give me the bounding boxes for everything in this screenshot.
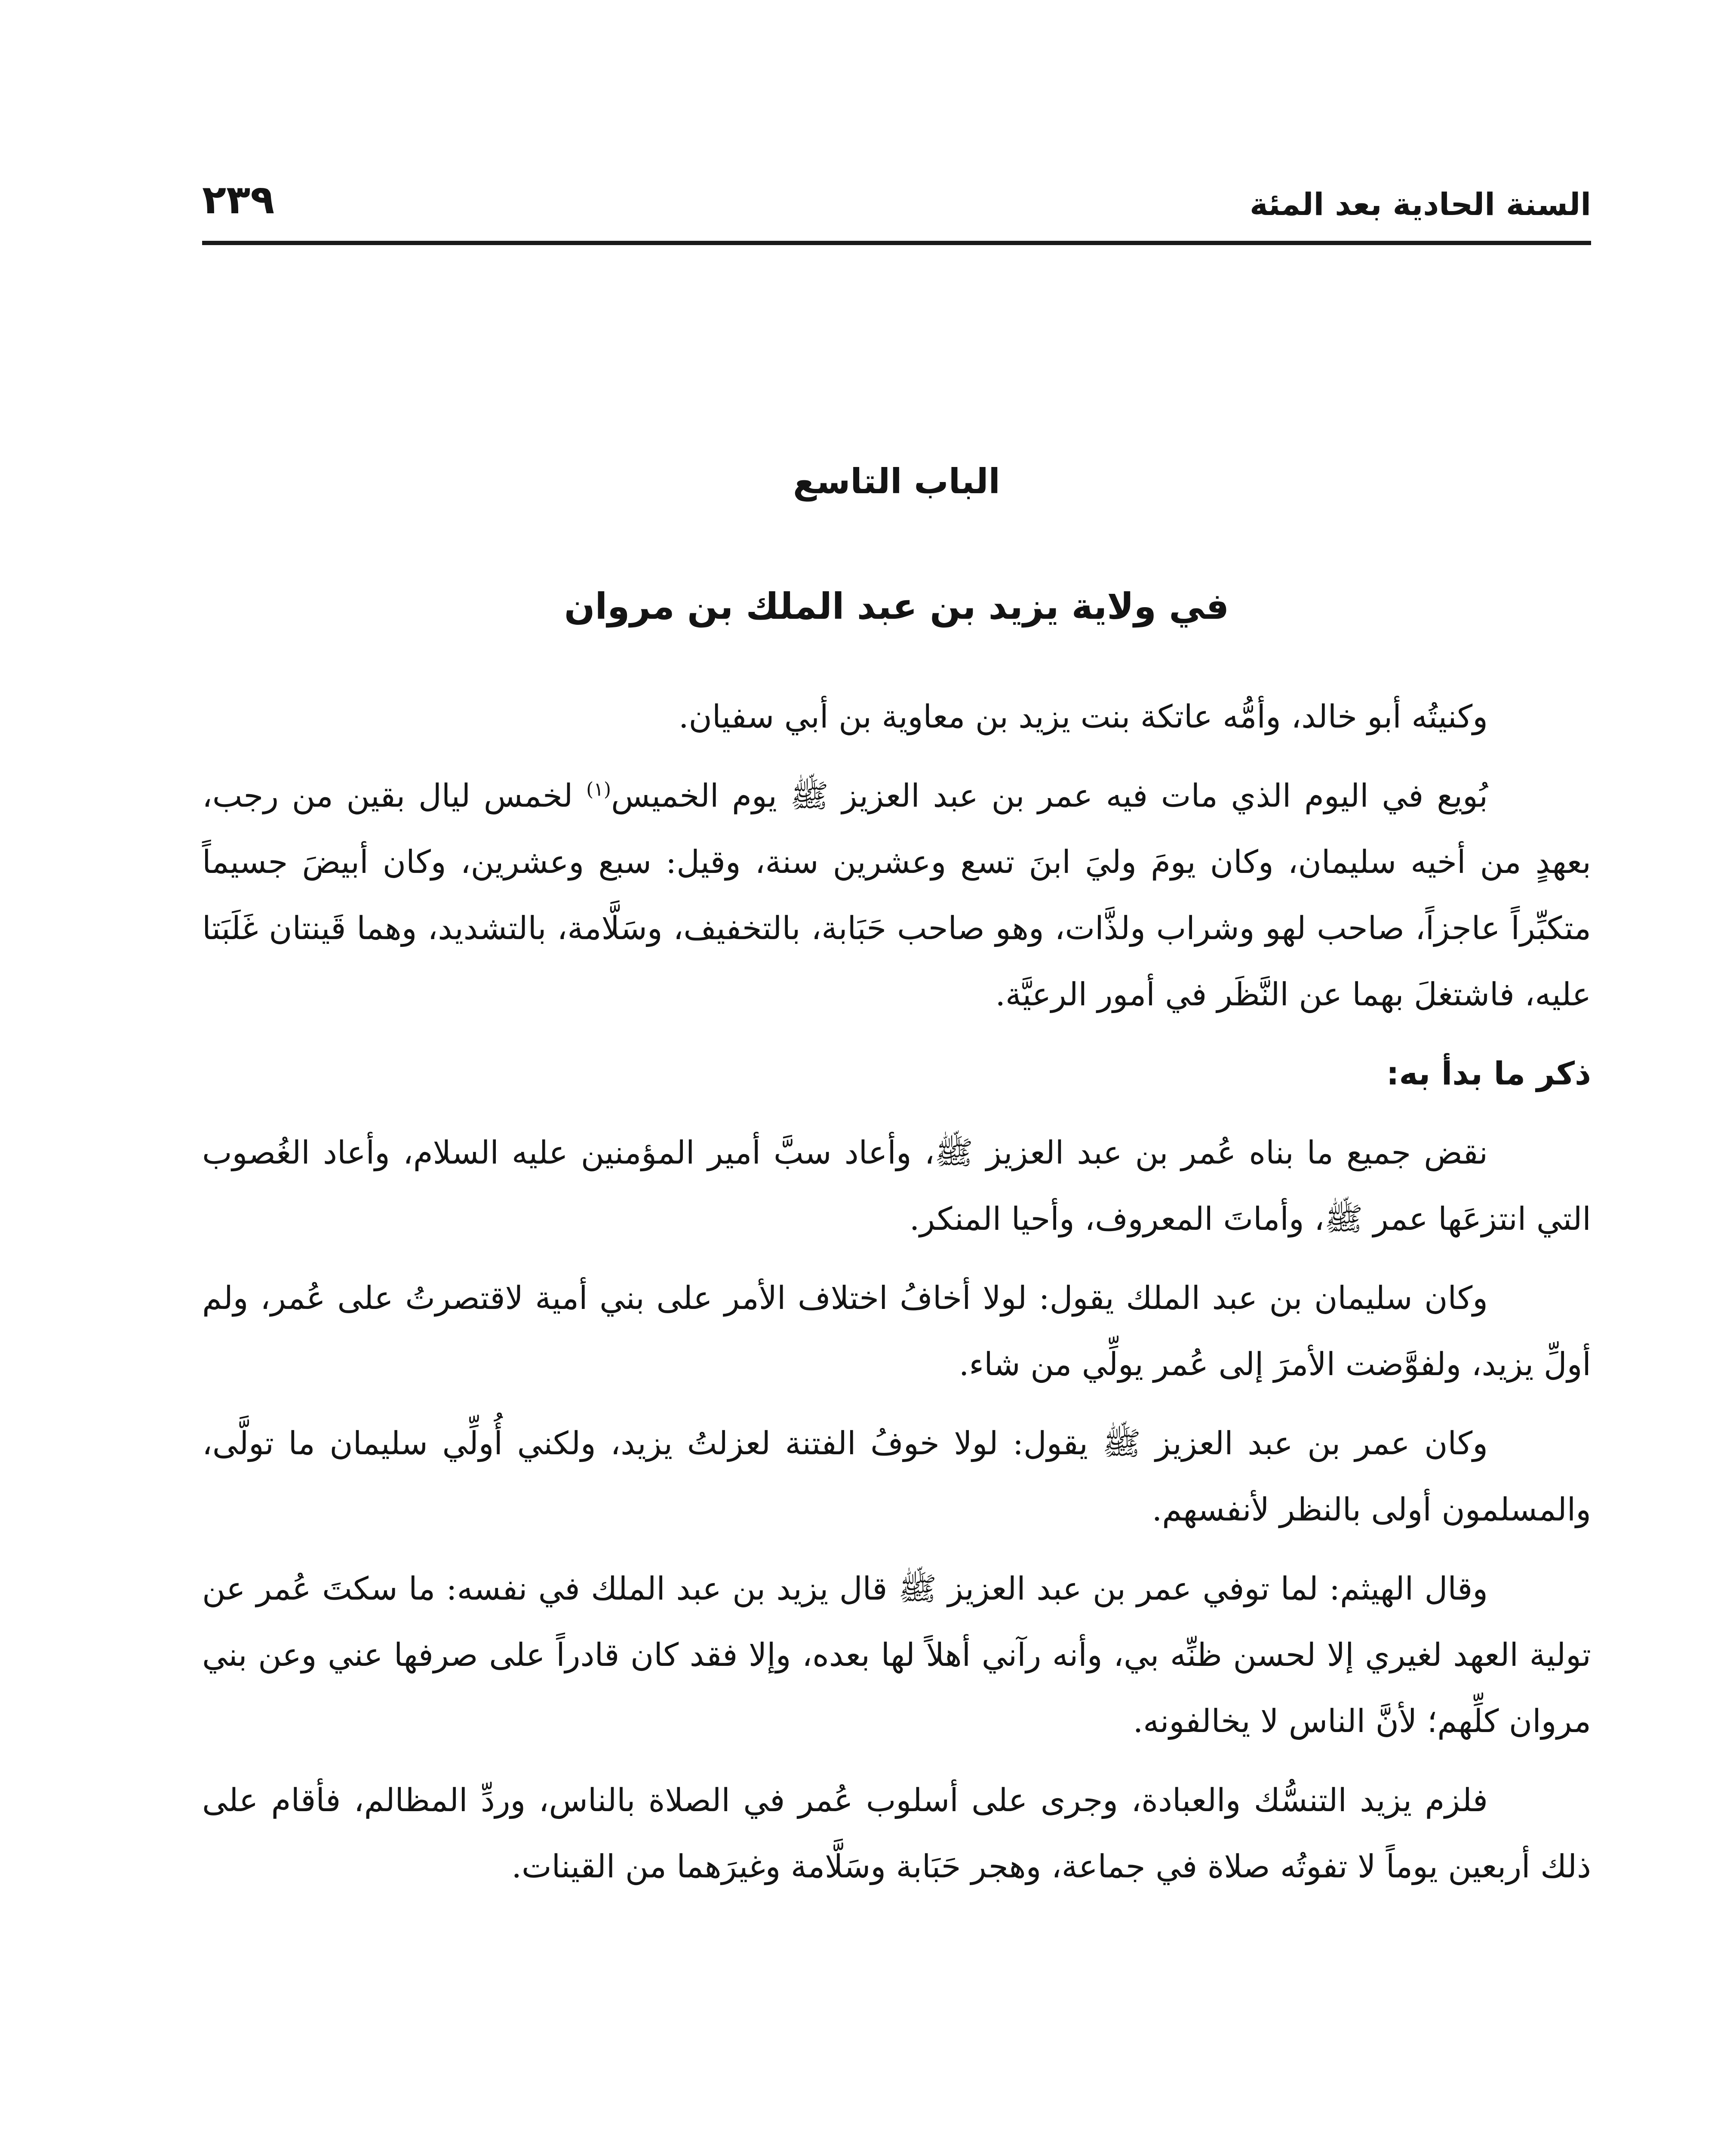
- paragraph-sulayman: وكان سليمان بن عبد الملك يقول: لولا أخافُ اختلاف الأمر على بني أمية لاقتصرتُ على عُمر، ولم أولِّ يزيد، ولفوَّضت الأمرَ إلى عُمر يولِّي من شاء.: [202, 1280, 1591, 1383]
- paragraph-naqd: نقض جميع ما بناه عُمر بن عبد العزيز ﷺ، وأعاد سبَّ أمير المؤمنين عليه السلام، وأعاد الغُصوب التي انتزعَها عمر ﷺ، وأماتَ المعروف، وأحيا المنكر.: [202, 1134, 1591, 1238]
- running-header-title: السنة الحادية بعد المئة: [1250, 186, 1591, 222]
- paragraph-umar: وكان عمر بن عبد العزيز ﷺ يقول: لولا خوفُ الفتنة لعزلتُ يزيد، ولكني أُولِّي سليمان ما تولَّى، والمسلمون أولى بالنظر لأنفسهم.: [202, 1425, 1591, 1528]
- paragraph-haytham: وقال الهيثم: لما توفي عمر بن عبد العزيز ﷺ قال يزيد بن عبد الملك في نفسه: ما سكتَ عُمر عن تولية العهد لغيري إلا لحسن ظنِّه بي، وأنه رآني أهلاً لها بعده، وإلا فقد كان قادراً على صرفها عني وعن بني مروان كلِّهم؛ لأنَّ الناس لا يخالفونه.: [202, 1570, 1591, 1740]
- paragraph-kunya: وكنيتُه أبو خالد، وأمُّه عاتكة بنت يزيد بن معاوية بن أبي سفيان.: [679, 698, 1488, 735]
- running-header: [202, 170, 1591, 234]
- chapter-subtitle: في ولاية يزيد بن عبد الملك بن مروان: [564, 585, 1229, 627]
- header-rule: [202, 241, 1591, 245]
- chapter-title: الباب التاسع: [793, 461, 1000, 501]
- paragraph-bayah: [202, 763, 1591, 1028]
- paragraph-bayah-rest: لخمس ليال بقين من رجب، بعهدٍ من أخيه سليمان، وكان يومَ وليَ ابنَ تسع وعشرين سنة، وقيل: سبع وعشرين، وكان أبيضَ جسيماً متكبِّراً عاجزاً، صاحب لهو وشراب ولذَّات، وهو صاحب حَبَابة، بالتخفيف، وسَلَّامة، بالتشديد، وهما قَينتان غَلَبَتا عليه، فاشتغلَ بهما عن النَّظَر في أمور الرعيَّة.: [202, 777, 1591, 1013]
- body-text: [202, 684, 1591, 1913]
- paragraph-tanassuk: فلزم يزيد التنسُّك والعبادة، وجرى على أسلوب عُمر في الصلاة بالناس، وردِّ المظالم، فأقام على ذلك أربعين يوماً لا تفوتُه صلاة في جماعة، وهجر حَبَابة وسَلَّامة وغيرَهما من القينات.: [202, 1782, 1591, 1885]
- section-heading: ذكر ما بدأ به:: [1386, 1055, 1591, 1092]
- page-number: ٢٣٩: [202, 177, 275, 223]
- footnote-marker: (١): [586, 778, 611, 801]
- paragraph-bayah-start: بُويع في اليوم الذي مات فيه عمر بن عبد العزيز ﷺ يوم الخميس: [611, 777, 1488, 814]
